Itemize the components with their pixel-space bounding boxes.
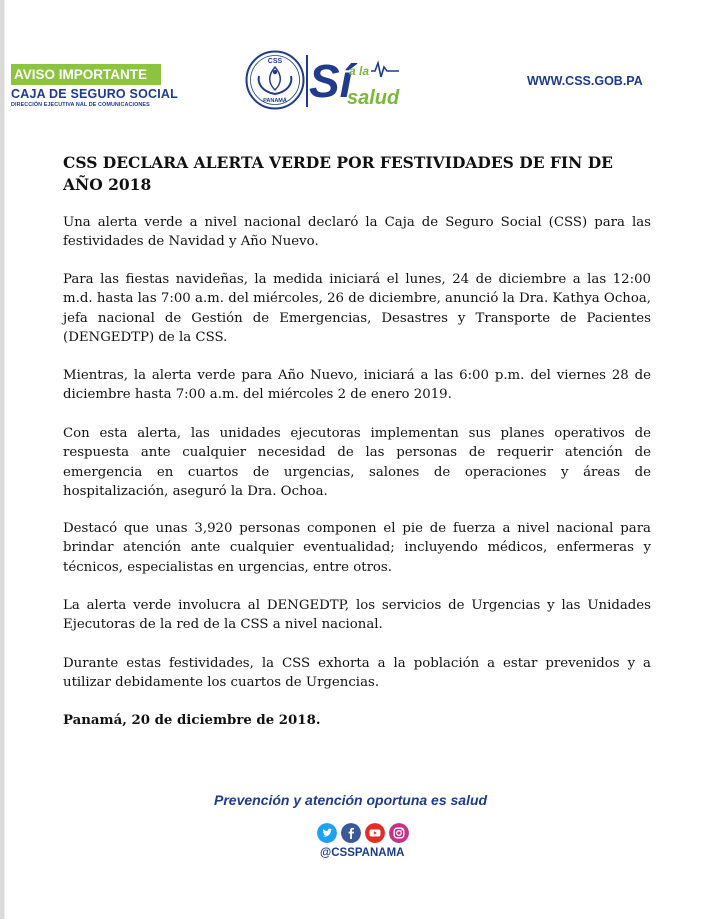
facebook-icon[interactable] — [341, 823, 361, 843]
article-paragraph: Mientras, la alerta verde para Año Nuevo, iniciará a las 6:00 p.m. del viernes 28 de diciembre hasta 7:00 a.m. del miércoles 2 de enero 2019. — [63, 368, 651, 403]
campaign-word-text: salud — [347, 87, 400, 109]
article-paragraph: Destacó que unas 3,920 personas componen el pie de fuerza a nivel nacional para brindar atención ante cualquier eventualidad; incluyendo médicos, enfermeras y técnicos, especialistas en urgencias, entre otros. — [63, 521, 651, 575]
article-paragraph: Con esta alerta, las unidades ejecutoras implementan sus planes operativos de respuesta ante cualquier necesidad de las personas de requerir atención de emergencia en cuartos de urgencias, salones de operaciones y áreas de hospitalización, aseguró la Dra. Ochoa. — [63, 426, 651, 500]
youtube-icon[interactable] — [365, 823, 385, 843]
campaign-big-text: Sí — [309, 55, 353, 107]
article-paragraph: Para las fiestas navideñas, la medida iniciará el lunes, 24 de diciembre a las 12:00 m.d. hasta las 7:00 a.m. del miércoles, 26 de diciembre, anunció la Dra. Kathya Ochoa, jefa nacional de Gestión de Emergencias, Desastres y Transporte de Pacientes (DENGEDTP) de la CSS. — [63, 272, 651, 346]
campaign-small-text: a la — [349, 64, 370, 78]
org-department: DIRECCIÓN EJECUTIVA NAL DE COMUNICACIONES — [11, 102, 150, 108]
article-title: CSS DECLARA ALERTA VERDE POR FESTIVIDADES DE FIN DE AÑO 2018 — [63, 153, 613, 194]
css-seal-logo — [245, 50, 305, 110]
twitter-icon[interactable] — [317, 823, 337, 843]
heartbeat-icon — [371, 63, 399, 77]
article-paragraph: Durante estas festividades, la CSS exhorta a la población a estar prevenidos y a utilizar debidamente los cuartos de Urgencias. — [63, 656, 651, 691]
article-paragraph: La alerta verde involucra al DENGEDTP, los servicios de Urgencias y las Unidades Ejecutoras de la red de la CSS a nivel nacional. — [63, 598, 651, 633]
seal-bottom-text: PANAMÁ — [263, 98, 287, 104]
org-name: CAJA DE SEGURO SOCIAL — [11, 87, 178, 101]
page-left-edge-shadow — [4, 0, 5, 919]
article-paragraph: Una alerta verde a nivel nacional declaró la Caja de Seguro Social (CSS) para las festividades de Navidad y Año Nuevo. — [63, 215, 651, 250]
seal-top-text: CSS — [267, 58, 283, 65]
article-dateline: Panamá, 20 de diciembre de 2018. — [63, 713, 321, 728]
footer-slogan: Prevención y atención oportuna es salud — [214, 792, 488, 808]
aviso-label: AVISO IMPORTANTE — [11, 64, 161, 85]
website-url: WWW.CSS.GOB.PA — [527, 74, 643, 88]
aviso-block — [11, 64, 178, 108]
header-divider — [306, 55, 308, 107]
instagram-icon[interactable] — [389, 823, 409, 843]
social-handle[interactable]: @CSSPANAMA — [320, 847, 405, 859]
si-a-la-salud-logo — [309, 47, 401, 111]
